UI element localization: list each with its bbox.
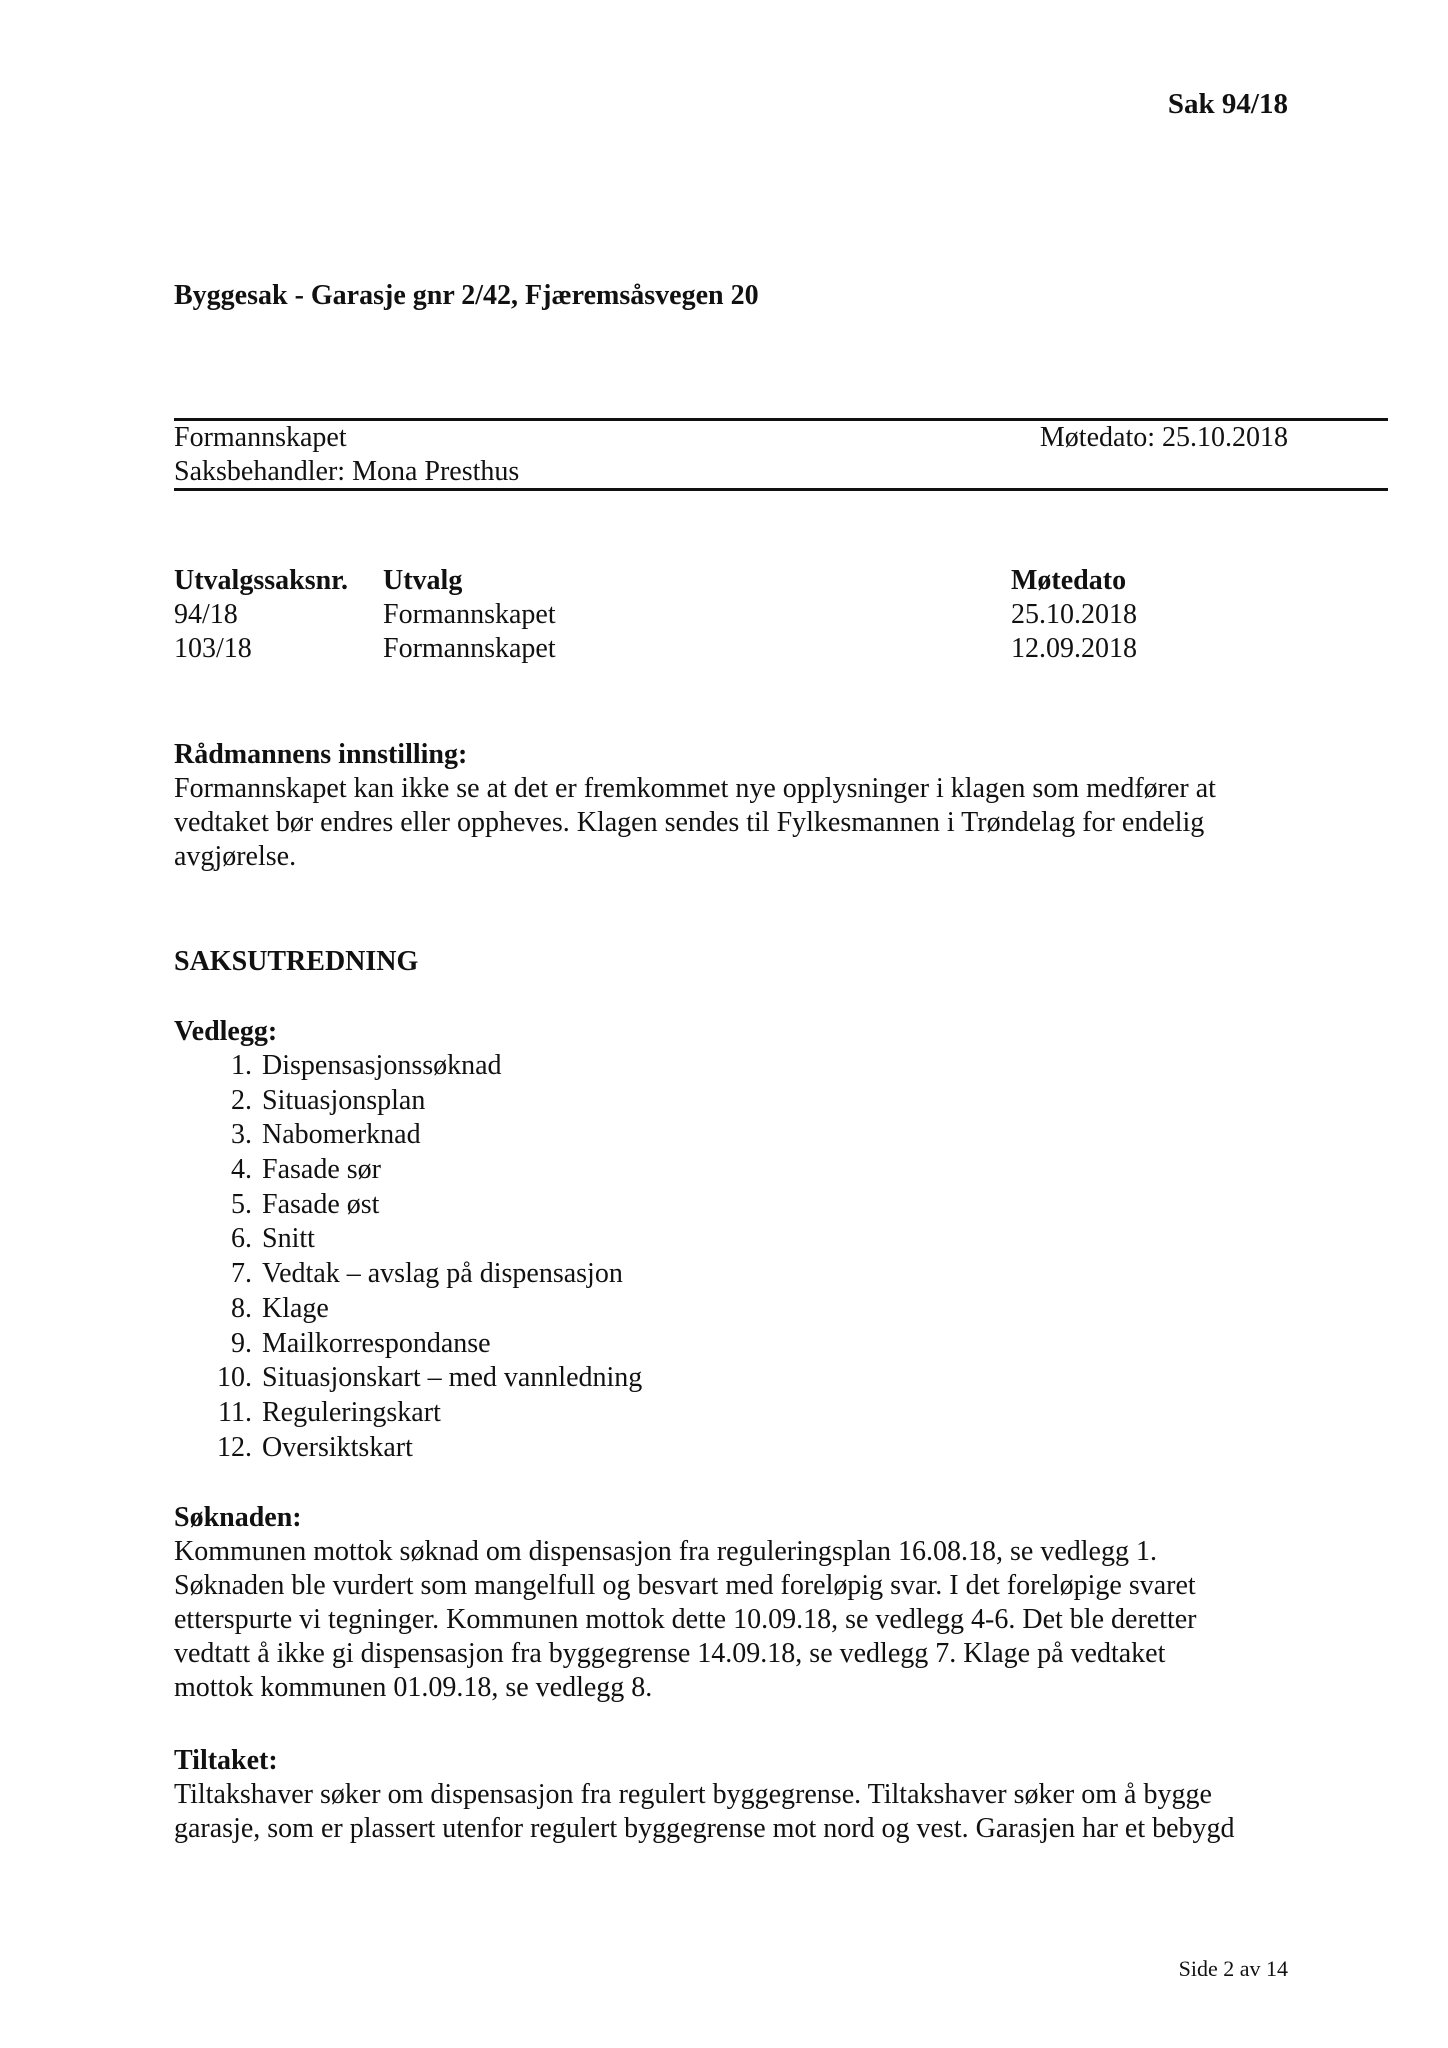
recommendation-text <box>174 772 1294 874</box>
case-number: Sak 94/18 <box>1167 88 1288 120</box>
attachments-heading: Vedlegg: <box>174 1016 278 1047</box>
list-number: 5. <box>231 1188 252 1220</box>
text-line: garasje, som er plassert utenfor regulert byggegrense mot nord og vest. Garasjen har et bebygd <box>174 1813 1235 1844</box>
column-header-committee: Utvalg <box>383 565 463 596</box>
table-cell-case-no: 103/18 <box>174 633 252 664</box>
text-line: etterspurte vi tegninger. Kommunen mottok dette 10.09.18, se vedlegg 4-6. Det ble deretter <box>174 1604 1197 1635</box>
text-line: Tiltakshaver søker om dispensasjon fra regulert byggegrense. Tiltakshaver søker om å bygge <box>174 1779 1212 1810</box>
list-number: 1. <box>231 1050 252 1081</box>
list-number: 4. <box>231 1154 252 1186</box>
text-line: vedtatt å ikke gi dispensasjon fra byggegrense 14.09.18, se vedlegg 7. Klage på vedtaket <box>174 1638 1166 1669</box>
text-line: Formannskapet kan ikke se at det er fremkommet nye opplysninger i klagen som medfører at <box>174 773 1216 804</box>
list-text: Snitt <box>262 1223 315 1255</box>
text-line: vedtaket bør endres eller oppheves. Klagen sendes til Fylkesmannen i Trøndelag for endelig <box>174 807 1205 838</box>
text-line: Søknaden ble vurdert som mangelfull og besvart med foreløpig svar. I det foreløpige svaret <box>174 1570 1196 1601</box>
list-number: 3. <box>231 1119 252 1151</box>
text-line: avgjørelse. <box>174 841 297 872</box>
list-number: 10. <box>217 1362 252 1394</box>
list-item <box>174 1396 1074 1431</box>
list-text: Fasade sør <box>262 1154 381 1186</box>
list-item <box>174 1188 1074 1223</box>
list-number: 12. <box>217 1431 252 1463</box>
list-item <box>174 1118 1074 1153</box>
list-number: 6. <box>231 1223 252 1255</box>
divider-bottom <box>174 488 1388 491</box>
list-item <box>174 1292 1074 1327</box>
section-heading: SAKSUTREDNING <box>174 946 419 977</box>
measure-text <box>174 1778 1294 1846</box>
list-text: Reguleringskart <box>262 1396 441 1428</box>
list-text: Nabomerknad <box>262 1119 421 1151</box>
table-cell-date: 12.09.2018 <box>1011 633 1137 664</box>
list-text: Oversiktskart <box>262 1431 413 1463</box>
list-item <box>174 1257 1074 1292</box>
list-item <box>174 1049 1074 1084</box>
application-heading: Søknaden: <box>174 1502 302 1533</box>
list-number: 11. <box>218 1396 252 1428</box>
table-cell-case-no: 94/18 <box>174 599 238 630</box>
table-cell-date: 25.10.2018 <box>1011 599 1137 630</box>
list-text: Situasjonsplan <box>262 1084 426 1116</box>
text-line: mottok kommunen 01.09.18, se vedlegg 8. <box>174 1672 653 1703</box>
list-item <box>174 1361 1074 1396</box>
list-text: Dispensasjonssøknad <box>262 1050 502 1081</box>
list-text: Klage <box>262 1292 329 1324</box>
list-text: Vedtak – avslag på dispensasjon <box>262 1258 623 1290</box>
measure-heading: Tiltaket: <box>174 1745 278 1776</box>
list-number: 2. <box>231 1084 252 1116</box>
list-item <box>174 1327 1074 1362</box>
list-text: Fasade øst <box>262 1188 380 1220</box>
document-title: Byggesak - Garasje gnr 2/42, Fjæremsåsvegen 20 <box>174 280 759 311</box>
column-header-case-no: Utvalgssaksnr. <box>174 565 349 596</box>
application-text <box>174 1535 1294 1705</box>
page-number: Side 2 av 14 <box>1178 1956 1288 1981</box>
list-item <box>174 1153 1074 1188</box>
list-item <box>174 1084 1074 1119</box>
list-text: Mailkorrespondanse <box>262 1327 491 1359</box>
list-number: 8. <box>231 1292 252 1324</box>
recommendation-heading: Rådmannens innstilling: <box>174 739 468 770</box>
list-item <box>174 1222 1074 1257</box>
list-number: 9. <box>231 1327 252 1359</box>
attachments-list <box>174 1049 1074 1465</box>
table-cell-committee: Formannskapet <box>383 599 556 630</box>
list-item <box>174 1431 1074 1466</box>
meeting-date: Møtedato: 25.10.2018 <box>1039 422 1288 453</box>
case-handler: Saksbehandler: Mona Presthus <box>174 456 520 487</box>
committee-name: Formannskapet <box>174 422 347 453</box>
column-header-date: Møtedato <box>1011 565 1127 596</box>
text-line: Kommunen mottok søknad om dispensasjon fra reguleringsplan 16.08.18, se vedlegg 1. <box>174 1536 1157 1567</box>
list-number: 7. <box>231 1258 252 1290</box>
list-text: Situasjonskart – med vannledning <box>262 1362 643 1394</box>
table-cell-committee: Formannskapet <box>383 633 556 664</box>
